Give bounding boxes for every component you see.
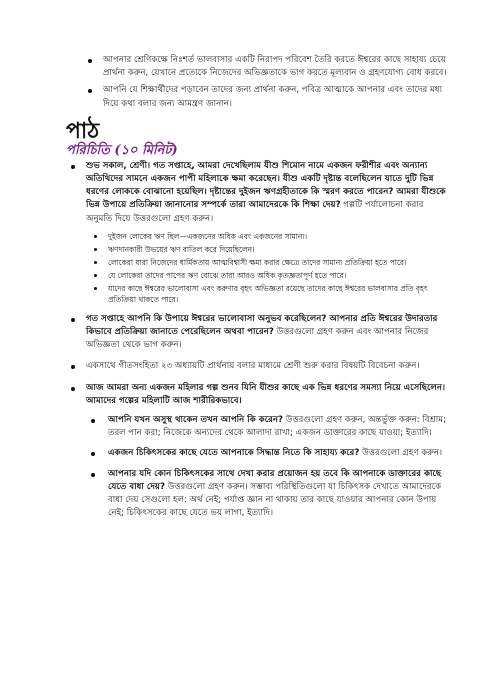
question-instruction: উত্তরগুলো গ্রহণ করুন। সম্ভাব্য পরিস্থিতিগুলো যা চিকিৎসক দেখাতে আমাদেরকে বাধা দেয় সেগুলো হল: অর্থ নেই; পর্যাপ্ত জ্ঞান না থাকায় তার কাছে যাওয়ার আপনার কোন উপায় নেই; চিকিৎসকের কাছে যেতে ভয় লাগা, ইত্যাদি।: [108, 481, 442, 519]
expected-answers-list: [86, 231, 447, 305]
question-instruction: উত্তরগুলো গ্রহণ করুন, অন্তর্ভুক্ত করুন: বিশ্রাম; তরল পান করা; নিজেকে অন্যদের থেকে আলাদা রাখা; একজন ডাক্তারের কাছে যাওয়া; ইত্যাদি।: [108, 415, 446, 439]
last-week-question: গত সপ্তাহে আপনি কি উপায়ে ঈশ্বরের ভালোবাসা অনুভব করেছিলেন? আপনার প্রতি ঈশ্বরের উদারতার কিভাবে প্রতিক্রিয়া জানাতে পেরেছিলেন অথবা পারেন?: [86, 313, 438, 338]
answer-item: দুইজন লোকের ঋণ ছিল—একজনের অধিক এবং একজনের সামান্য।: [86, 231, 447, 242]
lesson-heading: পাঠ: [66, 117, 100, 144]
introduction-subheading: পরিচিতি (১০ মিনিট): [66, 142, 178, 158]
greeting-item: [66, 160, 447, 305]
list-item: আপনার শ্রেণিকক্ষে নিঃশর্ত ভালবাসার একটি নিরাপদ পরিবেশ তৈরি করতে ঈশ্বরের কাছে সাহায্য চেয়ে প্রার্থনা করুন, যেখানে প্রত্যেকে নিজেদের অভিজ্ঞতাকে ভাগ করতে মূল্যবান ও গ্রহণযোগ্য বোধ করবে।: [83, 54, 447, 80]
answer-item: ঋণদানকারী উভয়ের ঋণ বাতিল করে দিয়েছিলেন।: [86, 244, 447, 255]
question-item: [86, 447, 447, 460]
greeting-instruction: গল্পটি পর্যালোচনা করার অনুমতি দিয়ে উত্তরগুলো গ্রহণ করুন।: [86, 200, 424, 224]
today-item: [66, 382, 447, 521]
question-text: আপনার যদি কোন চিকিৎসকের সাথে দেখা করার প্রয়োজন হয় তবে কি আপনাকে ডাক্তারের কাছে যেতে বাধা দেয়?: [108, 468, 442, 492]
question-text: আপনি যখন অসুস্থ থাকেন তখন আপনি কি করেন?: [108, 415, 284, 426]
question-instruction: উত্তরগুলো গ্রহণ করুন।: [359, 448, 443, 459]
answer-item: যে লোকেরা তাদের পাপের ঋণ বোঝে তারা আরও অধিক কৃতজ্ঞতাপূর্ণ হতে পারে।: [86, 270, 447, 281]
today-intro: আজ আমরা অন্য একজন মহিলার গল্প শুনব যিনি যীশুর কাছে এক ভিন্ন ধরণের সমস্যা নিয়ে এসেছিলেন। আমাদের গল্পের মহিলাটি আজ শারীরিকভাবে।: [86, 382, 446, 406]
list-item: আপনি যে শিক্ষার্থীদের পড়াবেন তাদের জন্য প্রার্থনা করুন, পবিত্র আত্মাকে আপনার এবং তাদের মধ্য দিয়ে কথা বলার জন্য আমন্ত্রণ জানান।: [83, 84, 447, 110]
answer-item: লোকেরা যারা নিজেদের ধার্মিকতায় আত্মবিশ্বাসী ক্ষমা করার ক্ষেত্রে তাদের সামান্য প্রতিক্রিয়া হতে পারে।: [86, 257, 447, 268]
last-week-instruction: উত্তরগুলো গ্রহণ করুন এবং আপনার নিজের অভিজ্ঞতা থেকে ভাগ করুন।: [86, 327, 429, 351]
question-text: একজন চিকিৎসকের কাছে যেতে আপনাকে সিদ্ধান্ত নিতে কি সাহায্য করে?: [108, 448, 360, 459]
lesson-main-list: [66, 160, 447, 521]
intro-prayer-list: [83, 54, 447, 111]
discussion-questions-list: [86, 414, 447, 520]
answer-item: যাদের কাছে ঈশ্বরের ভালোবাসা এবং করুণার বৃহৎ অভিজ্ঞতা রয়েছে তাদের কাছে ঈশ্বরের ভালবাসার প্রতি বৃহৎ প্রতিক্রিয়া থাকতে পারে।: [86, 283, 447, 305]
greeting-bold-text: শুভ সকাল, শ্রেণী। গত সপ্তাহে, আমরা দেখেছিলাম যীশু শিমোন নামে একজন ফরীশীর এবং অন্যান্য অতিথিদের সামনে একজন পাপী মহিলাকে ক্ষমা করেছেন। যীশু একটি দৃষ্টান্ত বলেছিলেন যাতে দুটি ভিন্ন ধরণের লোককে বোঝানো হয়েছিল। দৃষ্টান্তের দুইজন ঋণগ্রহীতাকে কি স্মরণ করতে পারেন? আমরা যীশুকে ভিন্ন উপায়ে প্রতিক্রিয়া জানানোর সম্পর্কে তারা আমাদেরকে কি শিক্ষা দেয়?: [86, 160, 446, 211]
question-item: [86, 468, 447, 521]
question-item: [86, 414, 447, 440]
last-week-item: [66, 313, 447, 353]
psalm-item: একসাথে গীতসংহিতা ২৩ অধ্যায়টি প্রার্থনায় বলার মাধ্যমে শ্রেণী শুরু করার বিষয়টি বিবেচনা করুন।: [66, 360, 447, 373]
